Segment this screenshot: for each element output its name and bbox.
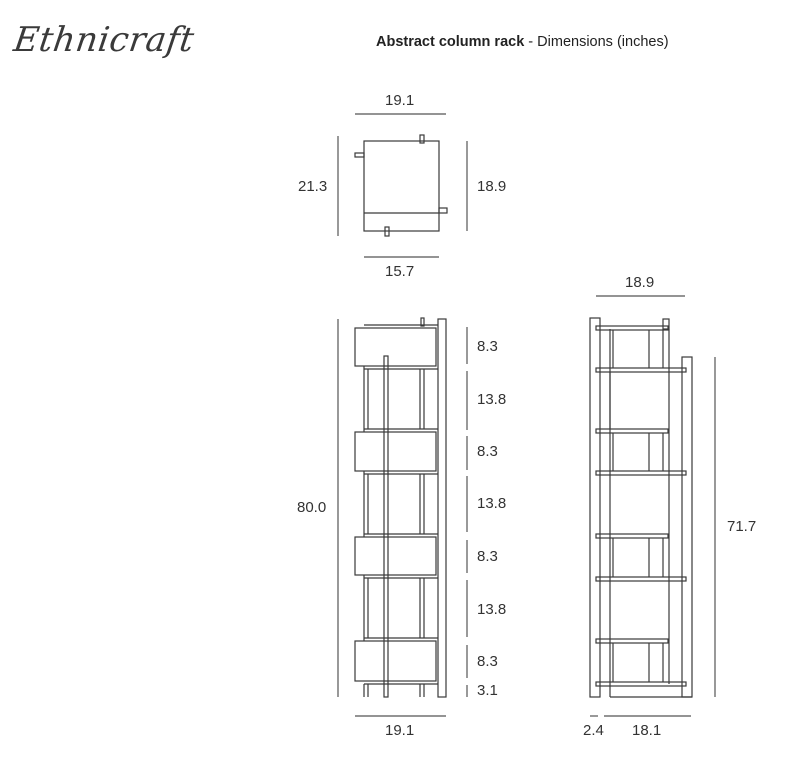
side-view-width-bottom-label: 18.1 <box>632 722 662 739</box>
top-view-depth-left-label: 21.3 <box>298 178 328 195</box>
front-segment-3: 8.3 <box>477 443 498 460</box>
top-view-width-label: 19.1 <box>385 92 415 109</box>
product-name: Abstract column rack <box>376 34 525 50</box>
dimension-lines <box>338 114 715 716</box>
side-view-drawing <box>590 318 692 697</box>
front-segment-8: 3.1 <box>477 682 498 699</box>
side-view-height-label: 71.7 <box>727 518 757 535</box>
front-view-height-label: 80.0 <box>297 499 327 516</box>
front-segment-2: 13.8 <box>477 391 507 408</box>
top-view-depth-right-label: 18.9 <box>477 178 507 195</box>
title-separator: - <box>524 34 538 50</box>
front-view-width-label: 19.1 <box>385 722 415 739</box>
side-view-offset-label: 2.4 <box>583 722 604 739</box>
brand-logo: Ethnicraft <box>11 20 197 60</box>
front-segment-4: 13.8 <box>477 495 507 512</box>
side-view-width-label: 18.9 <box>625 274 655 291</box>
front-segment-1: 8.3 <box>477 338 498 355</box>
front-view-drawing <box>355 318 446 697</box>
front-segment-7: 8.3 <box>477 653 498 670</box>
front-segment-5: 8.3 <box>477 548 498 565</box>
top-view-drawing <box>355 135 447 236</box>
title-subtitle: Dimensions (inches) <box>537 34 669 50</box>
front-segment-6: 13.8 <box>477 601 507 618</box>
top-view-width-bottom-label: 15.7 <box>385 263 415 280</box>
